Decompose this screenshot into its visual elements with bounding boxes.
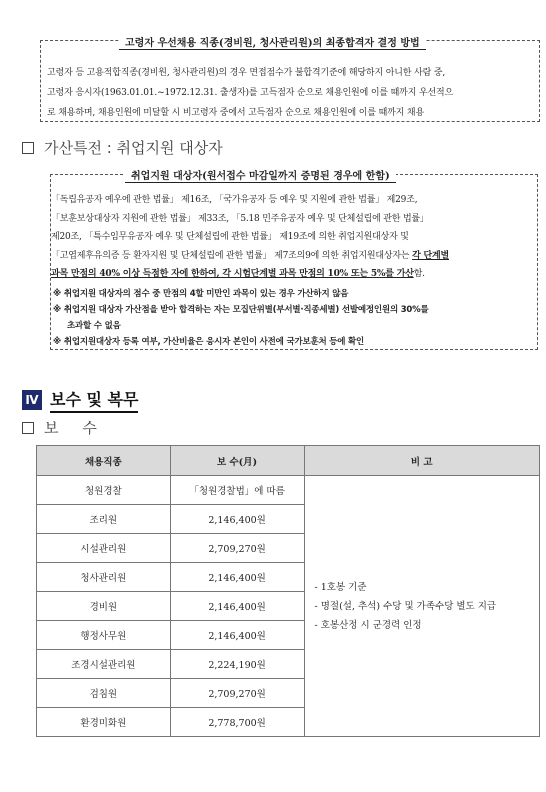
support-line: 제20조, 「특수임무유공자 예우 및 단체설립에 관한 법률」 제19조에 의한 취업지원대상자 및: [51, 232, 409, 242]
pay-table: [36, 445, 540, 737]
employment-support-text: [51, 191, 537, 284]
job-cell: 조리원: [37, 505, 171, 534]
senior-priority-box: [40, 40, 540, 122]
pay-cell: 2,146,400원: [170, 621, 304, 650]
header-job: 채용직종: [37, 446, 171, 476]
pay-cell: 2,224,190원: [170, 650, 304, 679]
senior-priority-line: 로 채용하며, 채용인원에 미달할 시 비고령자 중에서 고득점자 순으로 채용인원에 이를 때까지 채용: [47, 108, 425, 118]
job-cell: 검침원: [37, 679, 171, 708]
support-line: [51, 247, 537, 266]
job-cell: 청원경찰: [37, 476, 171, 505]
note-item: ※ 취업지원대상자 등록 여부, 가산비율은 응시자 본인이 사전에 국가보훈처 등에 확인: [53, 337, 365, 347]
pay-cell: 「청원경찰법」에 따름: [170, 476, 304, 505]
senior-priority-title: 고령자 우선채용 직종(경비원, 청사관리원)의 최종합격자 결정 방법: [119, 34, 426, 50]
support-bold-text: 과목 만점의 40% 이상 득점한 자에 한하여, 각 시험단계별 과목 만점의 10% 또는 5%를 가산: [51, 269, 414, 279]
header-pay: 보 수(月): [170, 446, 304, 476]
job-cell: 행정사무원: [37, 621, 171, 650]
table-row: [37, 476, 540, 505]
pay-heading: [22, 417, 97, 438]
senior-priority-line: 고령자 등 고용적합직종(경비원, 청사관리원)의 경우 면접점수가 불합격기준에 해당하지 아니한 사람 중,: [47, 68, 446, 78]
support-line: 「보훈보상대상자 지원에 관한 법률」 제33조, 「5.18 민주유공자 예우 및 단체설립에 관한 법률」: [51, 213, 429, 224]
pay-cell: 2,709,270원: [170, 679, 304, 708]
remark-line: - 명절(설, 추석) 수당 및 가족수당 별도 지급: [314, 600, 497, 612]
job-cell: 환경미화원: [37, 708, 171, 737]
note-item: ※ 취업지원 대상자 가산점을 받아 합격하는 자는 모집단위별(부서별·직종세별) 선발예정인원의 30%를: [53, 305, 429, 315]
remark-line: - 호봉산정 시 군경력 인정: [314, 619, 422, 631]
checkbox-icon: [22, 422, 34, 434]
checkbox-icon: [22, 142, 34, 154]
support-line: [51, 265, 537, 284]
bonus-heading-text: 가산특전 : 취업지원 대상자: [44, 139, 223, 157]
remark-line: - 1호봉 기준: [314, 581, 367, 593]
pay-cell: 2,146,400원: [170, 563, 304, 592]
senior-priority-text: [47, 63, 535, 123]
employment-support-title: 취업지원 대상자(원서접수 마감일까지 증명된 경우에 한함): [125, 167, 396, 183]
remarks-cell: [304, 476, 540, 737]
section-number-badge: Ⅳ: [22, 390, 42, 410]
support-line: 「독립유공자 예우에 관한 법률」 제16조, 「국가유공자 등 예우 및 지원에 관한 법률」 제29조,: [51, 195, 418, 205]
support-notes: [53, 286, 537, 350]
pay-heading-text: 보 수: [44, 419, 97, 437]
section-iv-heading: [22, 387, 138, 413]
senior-priority-line: 고령자 응시자(1963.01.01.~1972.12.31. 출생자)를 고득점자 순으로 채용인원에 이를 때까지 우선적으: [47, 88, 454, 98]
job-cell: 청사관리원: [37, 563, 171, 592]
note-item: 초과할 수 없음: [67, 321, 121, 331]
pay-cell: 2,709,270원: [170, 534, 304, 563]
job-cell: 경비원: [37, 592, 171, 621]
section-iv-title: 보수 및 복무: [50, 387, 138, 413]
note-item: ※ 취업지원 대상자의 점수 중 만점의 4할 미만인 과목이 있는 경우 가산하지 않음: [53, 289, 349, 299]
bonus-heading: [22, 137, 223, 158]
support-line-tail: 함.: [413, 269, 425, 279]
pay-cell: 2,778,700원: [170, 708, 304, 737]
pay-cell: 2,146,400원: [170, 505, 304, 534]
header-remarks: 비 고: [304, 446, 540, 476]
support-line-text: 「고엽제후유의증 등 환자지원 및 단체설립에 관한 법률」 제7조의9에 의한 취업지원대상자는: [51, 250, 410, 261]
job-cell: 시설관리원: [37, 534, 171, 563]
pay-cell: 2,146,400원: [170, 592, 304, 621]
employment-support-box: [50, 171, 538, 350]
table-header-row: [37, 446, 540, 476]
support-bold-text: 각 단계별: [412, 250, 449, 261]
job-cell: 조경시설관리원: [37, 650, 171, 679]
